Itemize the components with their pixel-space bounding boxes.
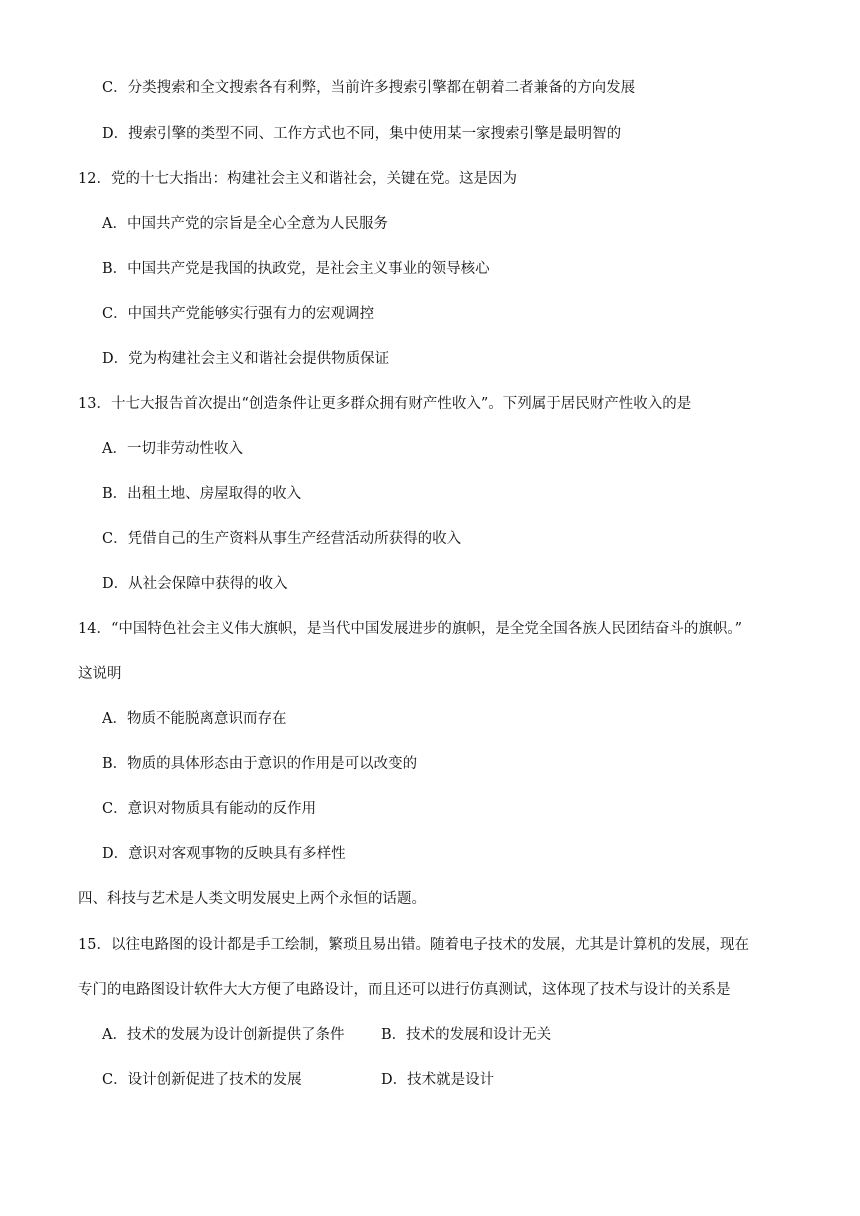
q13-option-a: A．一切非劳动性收入 (102, 441, 243, 457)
q14-stem-line2: 这说明 (78, 666, 122, 682)
q14-option-b: B．物质的具体形态由于意识的作用是可以改变的 (102, 756, 418, 772)
q15-stem-line1: 15．以往电路图的设计都是手工绘制，繁琐且易出错。随着电子技术的发展，尤其是计算机的发展，现在 (78, 937, 749, 953)
q12-option-d: D．党为构建社会主义和谐社会提供物质保证 (102, 351, 390, 367)
q11-option-c: C．分类搜索和全文搜索各有利弊，当前许多搜索引擎都在朝着二者兼备的方向发展 (102, 80, 636, 96)
q12-option-c: C．中国共产党能够实行强有力的宏观调控 (102, 306, 375, 322)
q13-option-b: B．出租土地、房屋取得的收入 (102, 486, 302, 502)
q14-option-d: D．意识对客观事物的反映具有多样性 (102, 846, 346, 862)
section-4-heading: 四、科技与艺术是人类文明发展史上两个永恒的话题。 (78, 891, 426, 907)
q13-stem: 13．十七大报告首次提出“创造条件让更多群众拥有财产性收入”。下列属于居民财产性收入的是 (78, 396, 692, 412)
q14-stem-line1: 14．“中国特色社会主义伟大旗帜，是当代中国发展进步的旗帜，是全党全国各族人民团结奋斗的旗帜。” (78, 621, 743, 637)
q14-option-a: A．物质不能脱离意识而存在 (102, 711, 287, 727)
q14-option-c: C．意识对物质具有能动的反作用 (102, 801, 317, 817)
q15-option-c: C．设计创新促进了技术的发展 (102, 1072, 302, 1088)
q12-stem: 12．党的十七大指出：构建社会主义和谐社会，关键在党。这是因为 (78, 171, 517, 187)
q13-option-c: C．凭借自己的生产资料从事生产经营活动所获得的收入 (102, 531, 462, 547)
q12-option-a: A．中国共产党的宗旨是全心全意为人民服务 (102, 216, 388, 232)
q13-option-d: D．从社会保障中获得的收入 (102, 576, 288, 592)
q15-stem-line2: 专门的电路图设计软件大大方便了电路设计，而且还可以进行仿真测试，这体现了技术与设计的关系是 (78, 982, 731, 998)
q15-option-d: D．技术就是设计 (381, 1072, 495, 1088)
q12-option-b: B．中国共产党是我国的执政党，是社会主义事业的领导核心 (102, 261, 490, 277)
q15-option-a: A．技术的发展为设计创新提供了条件 (102, 1027, 345, 1043)
q15-option-b: B．技术的发展和设计无关 (381, 1027, 552, 1043)
q11-option-d: D．搜索引擎的类型不同、工作方式也不同，集中使用某一家搜索引擎是最明智的 (102, 126, 622, 142)
